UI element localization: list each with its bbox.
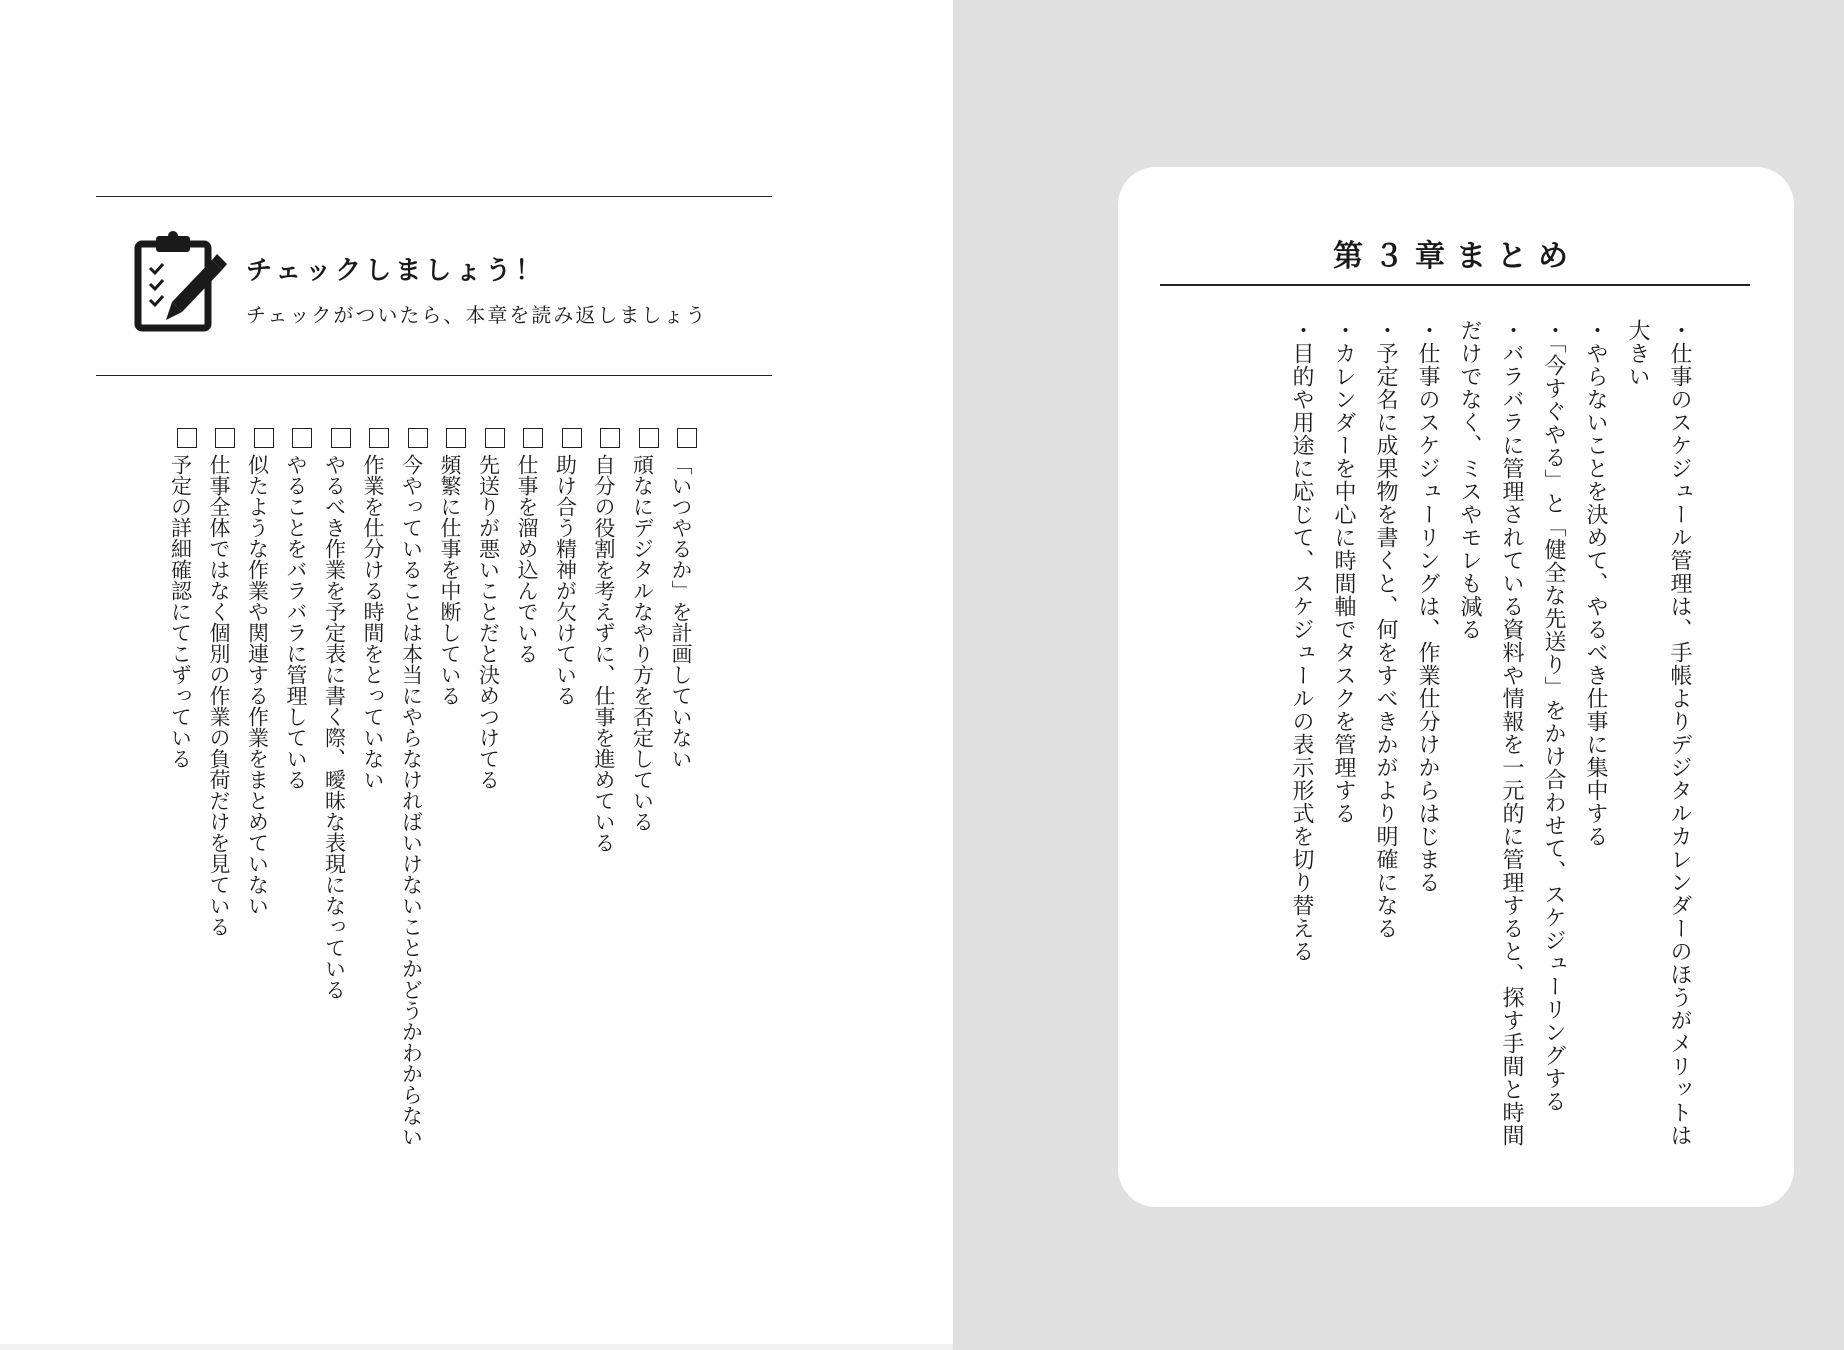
summary-item: ・ 予定名に成果物を書くと、何をすべきかがより明確になる bbox=[1364, 319, 1406, 1169]
summary-rule bbox=[1160, 284, 1750, 286]
check-heading: チェックしましょう！ bbox=[246, 256, 546, 286]
checkbox[interactable] bbox=[562, 428, 582, 448]
summary-item: ・ バラバラに管理されている資料や情報を一元的に管理すると、探す手間と時間だけでなく、ミスやモレも減る bbox=[1448, 319, 1532, 1169]
checkbox[interactable] bbox=[331, 428, 351, 448]
summary-list bbox=[1224, 319, 1700, 1169]
checklist-item[interactable]: 今やっていることは本当にやらなければいけないことかどうかわからない bbox=[392, 428, 431, 1208]
checklist-item[interactable]: 「いつやるか」を計画していない bbox=[662, 428, 701, 1208]
checklist-item[interactable]: 作業を仕分ける時間をとっていない bbox=[354, 428, 393, 1208]
summary-item: ・ 「今すぐやる」と「健全な先送り」をかけ合わせて、スケジューリングする bbox=[1532, 319, 1574, 1169]
summary-item: ・ 仕事のスケジュール管理は、手帳よりデジタルカレンダーのほうがメリットは大きい bbox=[1616, 319, 1700, 1169]
checklist-item[interactable]: 自分の役割を考えずに、仕事を進めている bbox=[585, 428, 624, 1208]
check-subheading: チェックがついたら、本章を読み返しましょう bbox=[246, 303, 708, 327]
checkbox[interactable] bbox=[369, 428, 389, 448]
checkbox[interactable] bbox=[485, 428, 505, 448]
checkbox[interactable] bbox=[523, 428, 543, 448]
clipboard-pen-icon bbox=[132, 230, 228, 334]
checkbox[interactable] bbox=[215, 428, 235, 448]
checklist-item[interactable]: 頻繁に仕事を中断している bbox=[431, 428, 470, 1208]
section-bottom-rule bbox=[96, 375, 772, 376]
checkbox[interactable] bbox=[254, 428, 274, 448]
checkbox[interactable] bbox=[177, 428, 197, 448]
summary-title: 第３章まとめ bbox=[1333, 239, 1579, 274]
checklist-item[interactable]: 仕事を溜め込んでいる bbox=[508, 428, 547, 1208]
section-top-rule bbox=[96, 196, 772, 197]
checklist-item[interactable]: 頑なにデジタルなやり方を否定している bbox=[623, 428, 662, 1208]
summary-card bbox=[1118, 167, 1794, 1207]
page-edge bbox=[0, 1344, 953, 1350]
checkbox[interactable] bbox=[408, 428, 428, 448]
checklist bbox=[160, 428, 700, 1208]
checkbox[interactable] bbox=[292, 428, 312, 448]
checkbox[interactable] bbox=[600, 428, 620, 448]
checklist-item[interactable]: 助け合う精神が欠けている bbox=[546, 428, 585, 1208]
checklist-item[interactable]: 先送りが悪いことだと決めつけてる bbox=[469, 428, 508, 1208]
checkbox[interactable] bbox=[446, 428, 466, 448]
summary-item: ・ 仕事のスケジューリングは、作業仕分けからはじまる bbox=[1406, 319, 1448, 1169]
checklist-item[interactable]: やることをバラバラに管理している bbox=[277, 428, 316, 1208]
checklist-item[interactable]: 似たような作業や関連する作業をまとめていない bbox=[238, 428, 277, 1208]
summary-item: ・ やらないことを決めて、やるべき仕事に集中する bbox=[1574, 319, 1616, 1169]
checklist-item[interactable]: 仕事全体ではなく個別の作業の負荷だけを見ている bbox=[200, 428, 239, 1208]
summary-item: ・ カレンダーを中心に時間軸でタスクを管理する bbox=[1322, 319, 1364, 1169]
checkbox[interactable] bbox=[677, 428, 697, 448]
checkbox[interactable] bbox=[639, 428, 659, 448]
checklist-item[interactable]: 予定の詳細確認にてこずっている bbox=[161, 428, 200, 1208]
summary-item: ・ 目的や用途に応じて、スケジュールの表示形式を切り替える bbox=[1280, 319, 1322, 1169]
checklist-item[interactable]: やるべき作業を予定表に書く際、曖昧な表現になっている bbox=[315, 428, 354, 1208]
